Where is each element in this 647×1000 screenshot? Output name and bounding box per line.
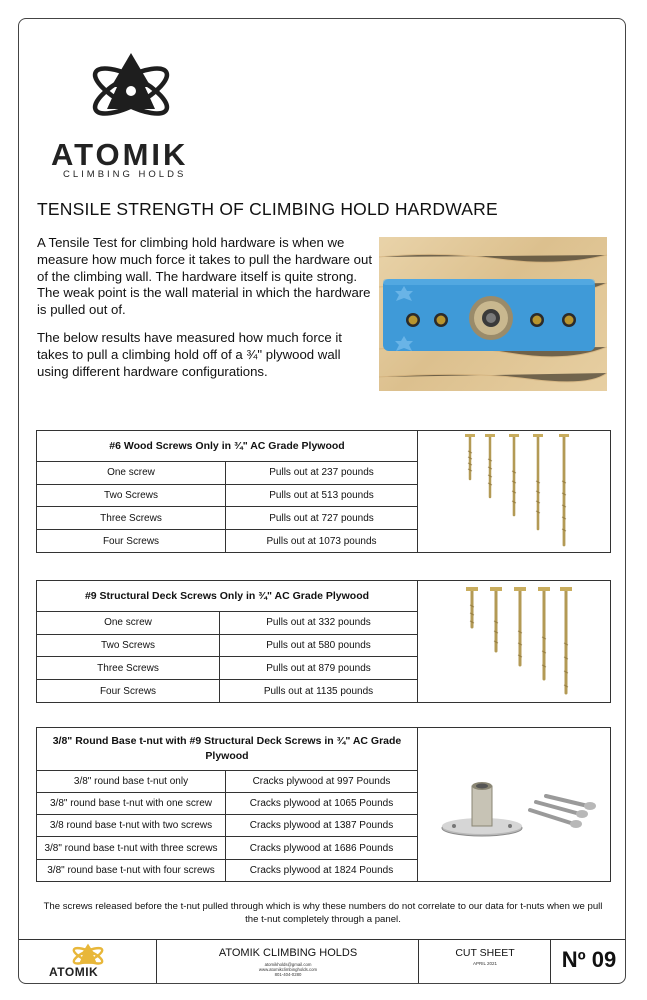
company-website: www.atomikclimbingholds.com [258,967,318,972]
table-row: One screw Pulls out at 332 pounds [37,612,611,635]
footer-logo [19,940,157,984]
cut-sheet [18,18,626,984]
atomik-logo [49,47,209,180]
company-name: ATOMIK CLIMBING HOLDS [218,947,358,959]
document-title: TENSILE STRENGTH OF CLIMBING HOLD HARDWARE [37,199,498,219]
footer-doc-type [419,940,551,984]
wood-screws-image [418,431,611,553]
table-row: Two Screws Pulls out at 580 pounds [37,634,611,657]
intro-paragraph: The below results have measured how much force it takes to pull a climbing hold off of a ¾" plywood wall using different hardware configurations. [37,330,342,379]
tnut-table [36,727,611,882]
brand-name: ATOMIK [51,137,189,172]
wood-screws-table [36,430,611,553]
table-row: 3/8" round base t-nut with four screws Cracks plywood at 1824 Pounds [37,859,611,881]
brand-tagline: CLIMBING HOLDS [63,169,187,180]
company-email: atomikholds@gmail.com [264,962,312,967]
table-row: 3/8" round base t-nut only Cracks plywood at 997 Pounds [37,770,611,792]
table-row: 3/8" round base t-nut with one screw Cracks plywood at 1065 Pounds [37,792,611,814]
table-row: Three Screws Pulls out at 727 pounds [37,507,611,530]
company-phone: 801-404-0280 [274,972,302,977]
deck-screws-image [418,581,611,703]
table-row: Four Screws Pulls out at 1135 pounds [37,680,611,703]
table-row: 3/8 round base t-nut with two screws Cracks plywood at 1387 Pounds [37,815,611,837]
table-heading: #9 Structural Deck Screws Only in ¾" AC Grade Plywood [37,581,418,612]
table-row: Four Screws Pulls out at 1073 pounds [37,530,611,553]
deck-screws-table [36,580,611,703]
table-row: One screw Pulls out at 237 pounds [37,462,611,485]
footer-title-block [19,939,626,984]
table-heading: #6 Wood Screws Only in ¾" AC Grade Plywood [37,431,418,462]
table-row: Three Screws Pulls out at 879 pounds [37,657,611,680]
footer-sheet-number [551,940,626,984]
table-heading: 3/8" Round Base t-nut with #9 Structural Deck Screws in ¾" AC Grade Plywood [37,728,418,771]
footnote: The screws released before the t-nut pulled through which is why these numbers do not correlate to our data for t-nuts when we pull the t-nut completely through a panel. [43,901,603,925]
doc-type-label: CUT SHEET [455,947,515,959]
atom-mountain-icon [89,47,173,131]
footer-brand-name: ATOMIK [49,965,99,979]
table-row: 3/8" round base t-nut with three screws Cracks plywood at 1686 Pounds [37,837,611,859]
climbing-hold-photo [379,237,607,391]
sheet-number: Nº 09 [561,947,617,972]
table-row: Two Screws Pulls out at 513 pounds [37,484,611,507]
intro-paragraph: A Tensile Test for climbing hold hardware is when we measure how much force it takes to pull the hardware out of the climbing wall. The hardware itself is quite strong. The weak point is the wall material in which the hardware is pulled out of. [37,235,372,318]
footer-company [157,940,419,984]
tnut-image [418,728,611,882]
doc-date: APRIL 2021 [472,961,498,966]
